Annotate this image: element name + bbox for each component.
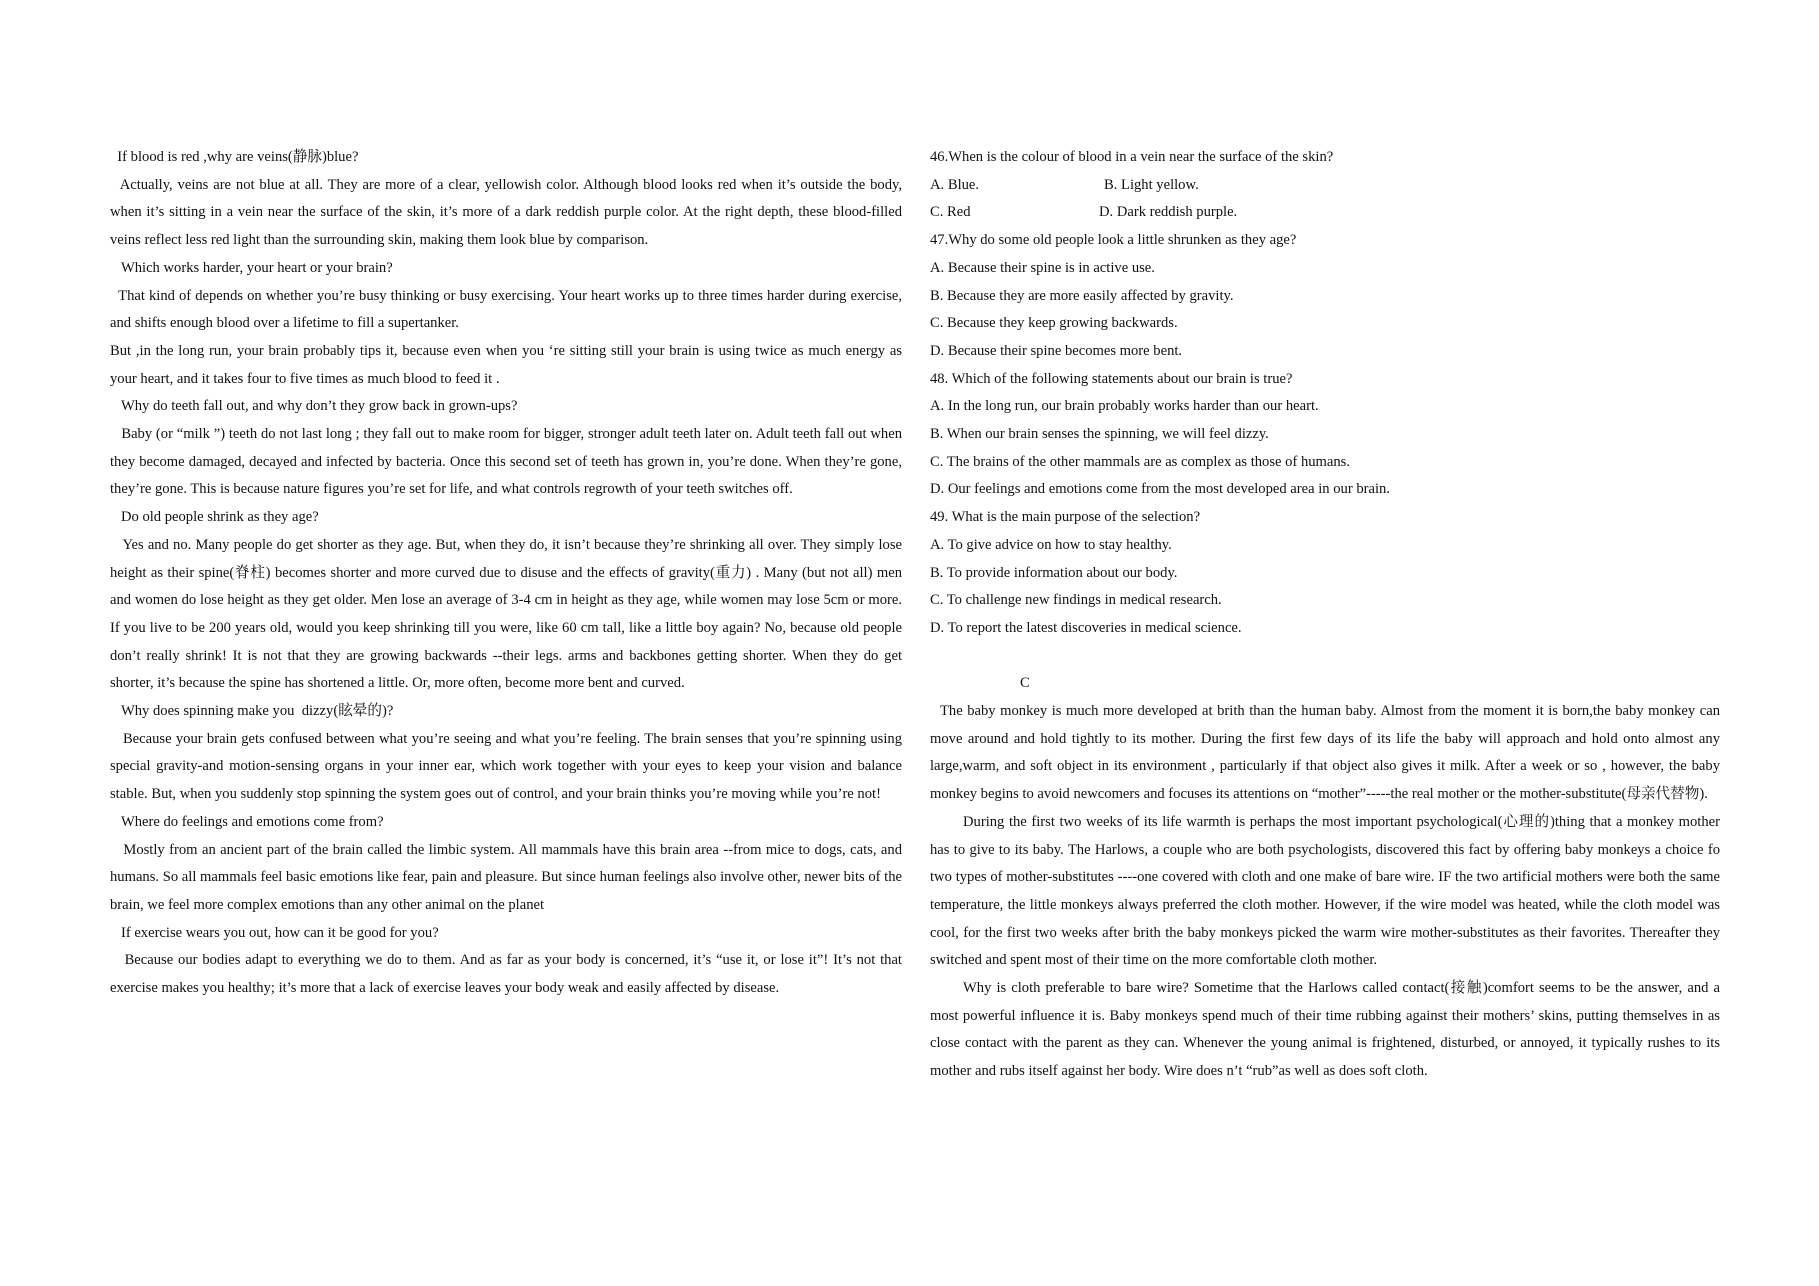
option-row — [930, 172, 1720, 200]
question-stem: 48. Which of the following statements about our brain is true? — [930, 370, 1293, 387]
option-c: C. To challenge new findings in medical research. — [930, 592, 1222, 609]
question-stem: 49. What is the main purpose of the selection? — [930, 509, 1201, 526]
option-b: B. Because they are more easily affected by gravity. — [930, 287, 1234, 304]
option-d: D. Dark reddish purple. — [1099, 204, 1238, 221]
option-d: D. Our feelings and emotions come from the most developed area in our brain. — [930, 481, 1390, 498]
question-stem: 46.When is the colour of blood in a vein near the surface of the skin? — [930, 149, 1334, 165]
question-heading: Where do feelings and emotions come from? — [110, 813, 384, 830]
option-c: C. Red — [930, 204, 971, 221]
passage-c — [930, 698, 1724, 1086]
option-row — [930, 199, 1720, 227]
option-a: A. In the long run, our brain probably works harder than our heart. — [930, 398, 1319, 415]
answer-paragraph: Yes and no. Many people do get shorter as they age. But, when they do, it isn’t because they’re shrinking all over. They simply lose height as their spine(脊柱) becomes shorter and more curved due to disuse and the effects of gravity(重力) . Many (but not all) men and women do lose height as they get older. Men lose an average of 3-4 cm in height as they age, while women may lose 5cm or more. If you live to be 200 years old, would you keep shrinking till you were, like 60 cm tall, like a little boy again? No, because old people don’t really shrink! It is not that they are growing backwards --their legs. arms and backbones getting shorter. When they do get shorter, it’s because the spine has shortened a little. Or, more often, become more bent and curved. — [110, 536, 906, 692]
section-heading: C — [1020, 675, 1030, 692]
question-heading: Which works harder, your heart or your brain? — [110, 259, 393, 276]
question-48 — [930, 366, 1720, 505]
answer-paragraph: Baby (or “milk ”) teeth do not last long ; they fall out to make room for bigger, stronger adult teeth later on. Adult teeth fall out when they become damaged, decayed and infected by bacteria. Once this second set of teeth has grown in, you’re done. When they’re gone, they’re gone. This is because nature figures you’re set for life, and what controls regrowth of your teeth switches off. — [110, 426, 906, 498]
left-column — [110, 144, 906, 1003]
option-c: C. The brains of the other mammals are as complex as those of humans. — [930, 453, 1351, 470]
question-heading: Why does spinning make you dizzy(眩晕的)? — [110, 703, 394, 720]
question-49 — [930, 504, 1720, 643]
option-a: A. To give advice on how to stay healthy. — [930, 536, 1172, 553]
question-heading: Why do teeth fall out, and why don’t they grow back in grown-ups? — [110, 398, 518, 415]
question-stem: 47.Why do some old people look a little shrunken as they age? — [930, 232, 1297, 249]
question-46 — [930, 144, 1720, 227]
answer-paragraph: Because our bodies adapt to everything we do to them. And as far as your body is concerned, it’s “use it, or lose it”! It’s not that exercise makes you healthy; it’s more that a lack of exercise leaves your body weak and easily affected by disease. — [110, 952, 906, 997]
question-47 — [930, 227, 1720, 366]
option-a: A. Blue. — [930, 176, 980, 193]
answer-paragraph: But ,in the long run, your brain probably tips it, because even when you ‘re sitting still your brain is using twice as much energy as your heart, and it takes four to five times as much blood to feed it . — [110, 342, 906, 387]
answer-paragraph: That kind of depends on whether you’re busy thinking or busy exercising. Your heart works up to three times harder during exercise, and shifts enough blood over a lifetime to fill a supertanker. — [110, 287, 906, 332]
passage-paragraph: The baby monkey is much more developed at brith than the human baby. Almost from the moment it is born,the baby monkey can move around and hold tightly to its mother. During the first few days of its life the baby will approach and hold onto almost any large,warm, and soft object in its environment , particularly if that object also gives it milk. After a week or so , however, the baby monkey begins to avoid newcomers and focuses its attentions on “mother”-----the real mother or the mother-substitute(母亲代替物). — [930, 703, 1724, 803]
answer-paragraph: Mostly from an ancient part of the brain called the limbic system. All mammals have this brain area --from mice to dogs, cats, and humans. So all mammals feel basic emotions like fear, pain and pleasure. But since human feelings also involve other, newer bits of the brain, we feel more complex emotions than any other animal on the planet — [110, 841, 906, 913]
option-b: B. To provide information about our body. — [930, 564, 1178, 581]
question-heading: If blood is red ,why are veins(静脉)blue? — [110, 149, 359, 165]
question-heading: Do old people shrink as they age? — [110, 509, 319, 526]
spacer — [930, 643, 1720, 671]
passage-paragraph: During the first two weeks of its life warmth is perhaps the most important psychological(心理的)thing that a monkey mother has to give to its baby. The Harlows, a couple who are both psychologists, discovered this fact by offering baby monkeys a choice fo two types of mother-substitutes ----one covered with cloth and one make of bare wire. IF the two artificial mothers were both the same temperature, the little monkeys always preferred the cloth mother. However, if the wire model was heated, while the cloth model was cool, for the first two weeks after brith the baby monkeys picked the warm wire mother-substitutes as their favorites. Thereafter they switched and spent most of their time on the more comfortable cloth mother. — [930, 813, 1724, 969]
passage-paragraph: Why is cloth preferable to bare wire? Sometime that the Harlows called contact(接触)comfort seems to be the answer, and a most powerful influence it is. Baby monkeys spend much of their time rubbing against their mothers’ skins, putting themselves in as close contact with the parent as they can. Whenever the young animal is frightened, disturbed, or annoyed, it typically rushes to its mother and rubs itself against her body. Wire does n’t “rub”as well as does soft cloth. — [930, 980, 1724, 1080]
option-d: D. To report the latest discoveries in medical science. — [930, 619, 1242, 636]
answer-paragraph: Because your brain gets confused between what you’re seeing and what you’re feeling. The brain senses that you’re spinning using special gravity-and motion-sensing organs in your inner ear, which work together with your eyes to keep your vision and balance stable. But, when you suddenly stop spinning the system goes out of control, and your brain thinks you’re moving while you’re not! — [110, 730, 906, 803]
option-d: D. Because their spine becomes more bent. — [930, 342, 1183, 359]
option-c: C. Because they keep growing backwards. — [930, 315, 1178, 332]
option-b: B. Light yellow. — [1104, 176, 1199, 193]
option-b: B. When our brain senses the spinning, we will feel dizzy. — [930, 426, 1269, 443]
option-a: A. Because their spine is in active use. — [930, 259, 1155, 276]
answer-paragraph: Actually, veins are not blue at all. They are more of a clear, yellowish color. Although blood looks red when it’s outside the body, when it’s sitting in a vein near the surface of the skin, it’s more of a dark reddish purple color. At the right depth, these blood-filled veins reflect less red light than the surrounding skin, making them look blue by comparison. — [110, 176, 906, 249]
right-column — [930, 144, 1724, 1086]
question-heading: If exercise wears you out, how can it be good for you? — [110, 924, 439, 941]
